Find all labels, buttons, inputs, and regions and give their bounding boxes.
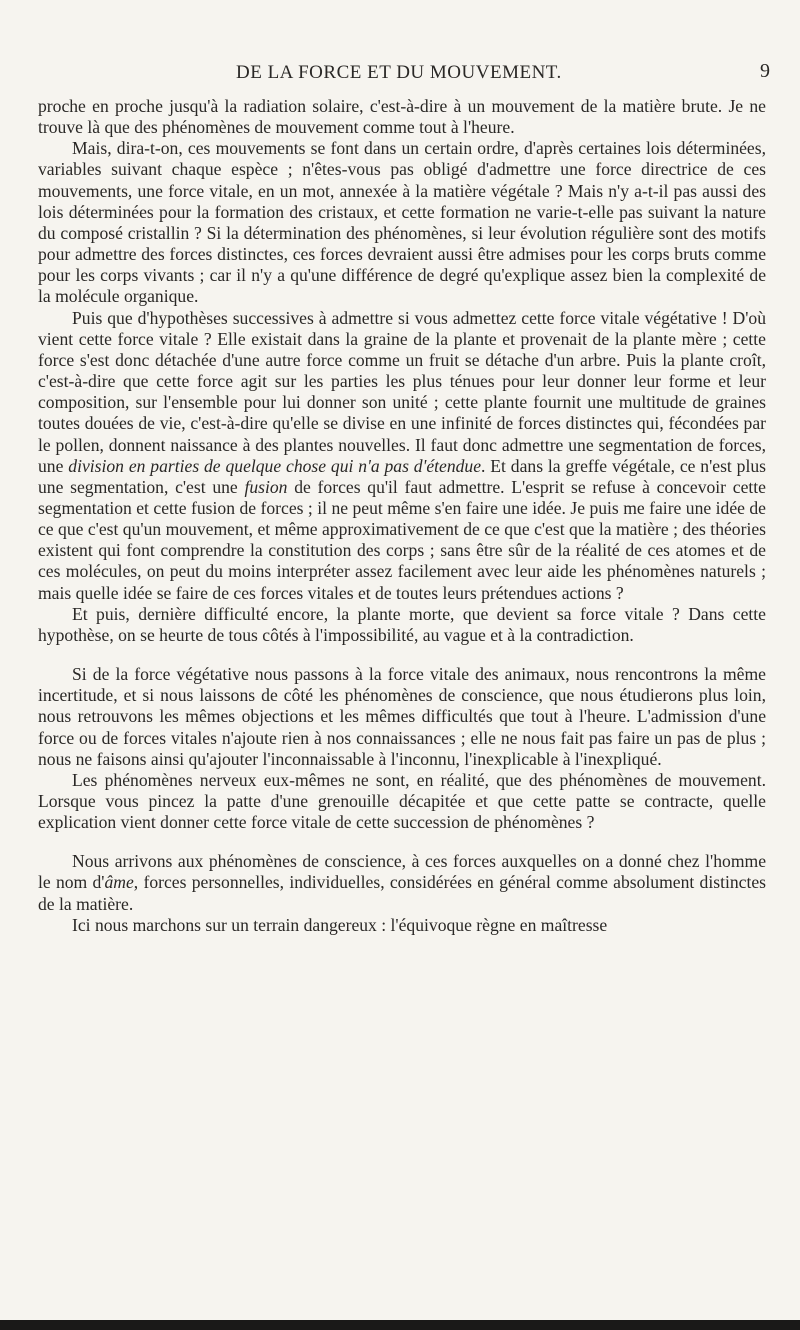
paragraph <box>38 308 766 604</box>
page-number: 9 <box>760 60 770 82</box>
paragraph-text: Ici nous marchons sur un terrain dangereux : l'équivoque règne en maîtresse <box>72 914 608 935</box>
paragraph <box>38 604 766 646</box>
paragraph-text: . Et dans la greffe végétale, ce n'est plus une segmentation, c'est une <box>38 455 766 497</box>
paragraph <box>38 915 766 936</box>
paragraph-text: , forces personnelles, individuelles, considérées en général comme absolument distinctes de la matière. <box>38 872 766 914</box>
paragraph-text: Et puis, dernière difficulté encore, la plante morte, que devient sa force vitale ? Dans cette hypothèse, on se heurte de tous côtés à l'impossibilité, au vague et à la contradiction. <box>38 603 766 645</box>
paragraph-text: Si de la force végétative nous passons à la force vitale des animaux, nous rencontrons la même incertitude, et si nous laissons de côté les phénomènes de conscience, que nous étudierons plus loin, nous retrouvons les mêmes objections et les mêmes difficultés que tout à l'heure. L'admission d'une force ou de forces vitales n'ajoute rien à nos connaissances ; elle ne nous fait pas faire un pas de plus ; nous ne faisons ainsi qu'ajouter l'inconnaissable à l'inconnu, l'inexplicable à l'inexpliqué. <box>38 664 766 769</box>
italic-word: fusion <box>244 476 288 497</box>
body-text <box>38 96 766 936</box>
paragraph <box>38 664 766 770</box>
paragraph <box>38 138 766 307</box>
italic-phrase: division en parties de quelque chose qui n'a pas d'étendue <box>68 455 482 476</box>
paragraph <box>38 770 766 833</box>
paragraph-text: Puis que d'hypothèses successives à admettre si vous admettez cette force vitale végétative ! D'où vient cette force vitale ? Elle existait dans la graine de la plante et provenait de la plante mère ; cette force s'est donc détachée d'une autre force comme un fruit se détache d'un arbre. Puis la plante croît, c'est-à-dire que cette force agit sur les parties les plus ténues pour leur donner leur forme et leur composition, sur l'ensemble pour lui donner son unité ; cette plante fournit une multitude de graines toutes douées de vie, c'est-à-dire qu'elle se divise en une infinité de forces distinctes qui, fécondées par le pollen, donnent naissance à des plantes nouvelles. Il faut donc admettre une segmentation de forces, une <box>38 307 766 476</box>
page-bottom-edge <box>0 1320 800 1330</box>
paragraph <box>38 851 766 914</box>
paragraph-text: proche en proche jusqu'à la radiation solaire, c'est-à-dire à un mouvement de la matière brute. Je ne trouve là que des phénomènes de mouvement comme tout à l'heure. <box>38 96 766 138</box>
italic-word: âme <box>104 872 134 893</box>
paragraph-text: de forces qu'il faut admettre. L'esprit se refuse à concevoir cette segmentation et cette fusion de forces ; il ne peut même s'en faire une idée. Je puis me faire une idée de ce que c'est qu'un mouvement, et même approximativement de ce que c'est que la matière ; des théories existent qui font comprendre la constitution des corps ; sans être sûr de la réalité de ces atomes et de ces molécules, on peut du moins interpréter assez facilement avec leur aide les phénomènes naturels ; mais quelle idée se faire de ces forces vitales et de toutes leurs prétendues actions ? <box>38 476 766 603</box>
paragraph-text: Mais, dira-t-on, ces mouvements se font dans un certain ordre, d'après certaines lois déterminées, variables suivant chaque espèce ; n'êtes-vous pas obligé d'admettre une force directrice de ces mouvements, une force vitale, en un mot, annexée à la matière végétale ? Mais n'y a-t-il pas aussi des lois déterminées pour la formation des cristaux, et cette formation ne varie-t-elle pas suivant la nature du composé cristallin ? Si la détermination des phénomènes, si leur évolution régulière sont des motifs pour admettre des forces distinctes, ces forces devraient aussi être admises pour les corps bruts comme pour les corps vivants ; car il n'y a qu'une différence de degré qu'explique assez bien la complexité de la molécule organique. <box>38 138 766 307</box>
paragraph <box>38 96 766 138</box>
running-header <box>236 62 770 88</box>
paragraph-text: Nous arrivons aux phénomènes de conscience, à ces forces auxquelles on a donné chez l'homme le nom d' <box>38 851 766 893</box>
paragraph-text: Les phénomènes nerveux eux-mêmes ne sont, en réalité, que des phénomènes de mouvement. Lorsque vous pincez la patte d'une grenouille décapitée et que cette patte se contracte, quelle explication vient donner cette force vitale de cette succession de phénomènes ? <box>38 769 766 833</box>
running-title: DE LA FORCE ET DU MOUVEMENT. <box>236 62 562 83</box>
